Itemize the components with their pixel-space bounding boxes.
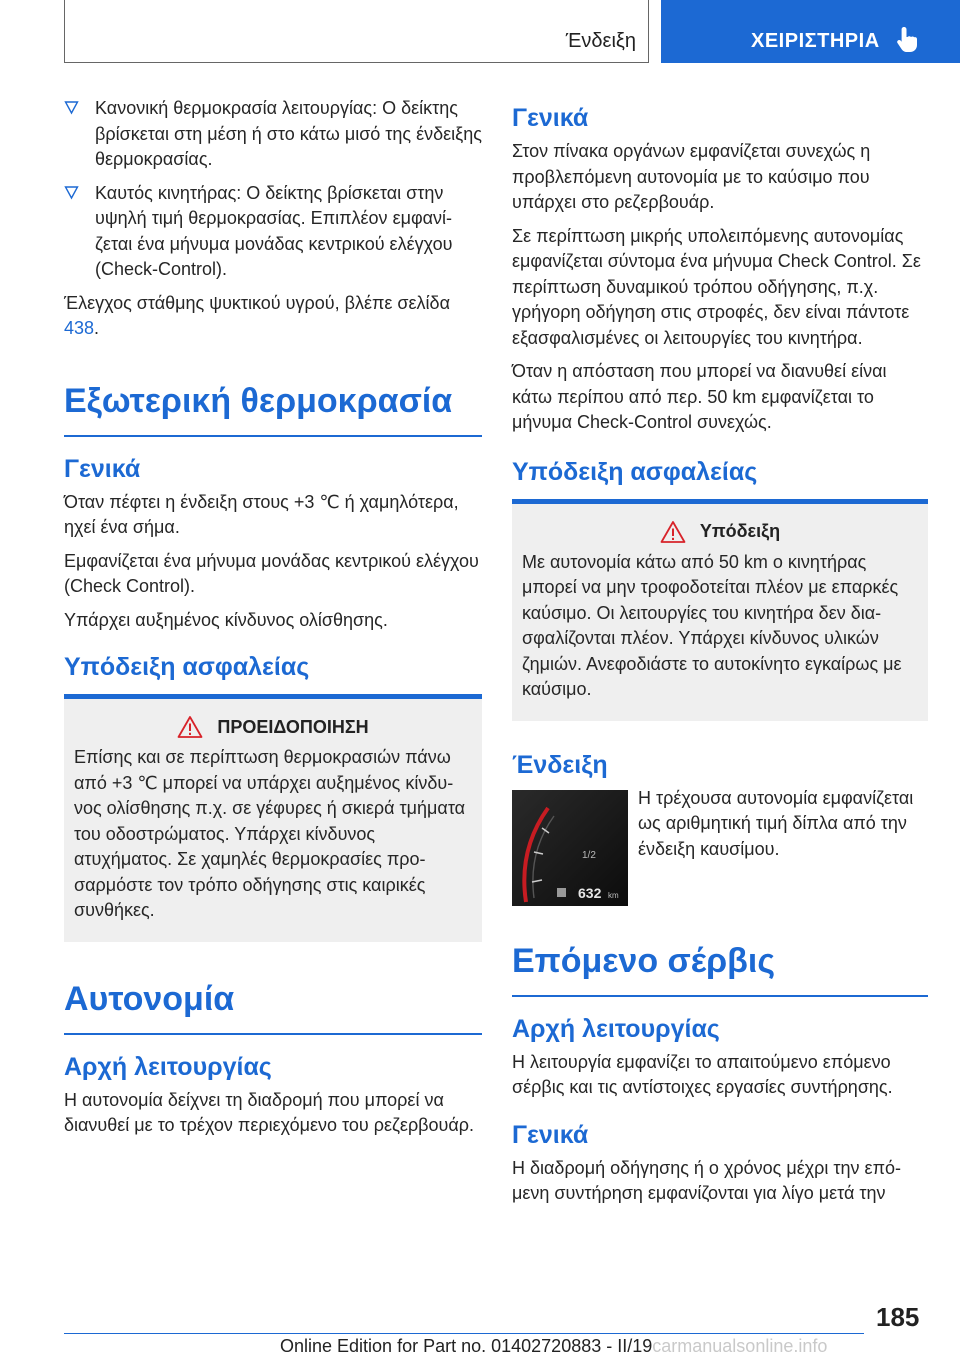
triangle-bullet-icon — [64, 185, 79, 200]
page-number: 185 — [876, 1302, 920, 1332]
header-section-title: Ένδειξη — [565, 30, 636, 52]
bullet-hot-engine-text: Καυτός κινητήρας: Ο δείκτης βρίσκεται στην υψηλή τιμή θερμοκρασίας. Επιπλέον εμφανίζεται ένα μήνυμα μονάδας κεντρικού ελέγχου (Check-Control). — [95, 182, 453, 279]
bullet-normal-temp-text: Κανονική θερμοκρασία λειτουργίας: Ο δείκτης βρίσκεται στη μέση ή στο κάτω μισό της ένδειξης θερμοκρασίας. — [95, 98, 482, 169]
coolant-reference-text: Έλεγχος στάθμης ψυκτικού υγρού, βλέπε σελίδα — [64, 292, 450, 313]
note-title: Υπόδειξη — [699, 521, 781, 541]
warning-text: Επίσης και σε περίπτωση θερμοκρασιών πάνω από +3 ℃ μπορεί να υπάρχει αυξημένος κίνδυνος ολίσθησης π.χ. σε γέφυρες ή σκιερά τμήματα του οδοστρώματος. Υπάρχει κίνδυνος ατυχήματος. Σε χαμηλές θερμοκρασίες προσαρμόστε τον τρόπο οδήγησης στις καιρικές συνθήκες. — [74, 747, 466, 920]
range-general-paragraph-3: Όταν η απόσταση που μπορεί να διανυθεί είναι κάτω περίπου από περ. 50 km εμφανίζεται το μήνυμα Check-Control συνεχώς. — [512, 361, 887, 432]
range-unit: km — [608, 890, 619, 900]
bullet-hot-engine — [64, 181, 482, 283]
heading-range: Αυτονομία — [64, 980, 482, 1035]
general-paragraph-2: Εμφανίζεται ένα μήνυμα μονάδας κεντρικού ελέγχου (Check Control). — [64, 550, 479, 596]
heading-display: Ένδειξη — [512, 750, 608, 779]
display-row — [512, 786, 928, 906]
instrument-cluster-image — [512, 790, 628, 906]
heading-general: Γενικά — [64, 454, 141, 483]
fuel-half-mark: 1/2 — [582, 849, 596, 861]
warning-triangle-icon — [660, 520, 686, 544]
display-text: Η τρέχουσα αυτονομία εμφανίζεται ως αριθμητική τιμή δίπλα από την ένδειξη καυσίμου. — [638, 787, 914, 859]
right-column — [512, 96, 928, 1215]
footer-divider — [64, 1333, 864, 1334]
heading-outside-temperature: Εξωτερική θερμοκρασία — [64, 382, 482, 437]
fuel-gauge-illustration — [512, 790, 628, 906]
note-header — [522, 520, 918, 544]
warning-header — [74, 715, 472, 739]
heading-general-service: Γενικά — [512, 1120, 589, 1149]
note-box — [512, 499, 928, 721]
general-paragraph-1: Όταν πέφτει η ένδειξη στους +3 ℃ ή χαμηλότερα, ηχεί ένα σήμα. — [64, 491, 459, 537]
heading-principle-service: Αρχή λειτουργίας — [512, 1014, 720, 1043]
footer-watermark: carmanualsonline.info — [652, 1336, 828, 1356]
range-general-paragraph-1: Στον πίνακα οργάνων εμφανίζεται συνεχώς η προβλεπόμενη αυτονομία με το καύσιμο που υπάρχει στο ρεζερβουάρ. — [512, 141, 871, 212]
heading-general-range: Γενικά — [512, 104, 589, 132]
coolant-reference-end: . — [94, 318, 100, 338]
warning-triangle-icon — [177, 715, 203, 739]
warning-box — [64, 694, 482, 942]
pointing-hand-icon — [893, 24, 923, 54]
left-column — [64, 96, 482, 1147]
bullet-normal-temp — [64, 96, 482, 173]
footer-edition: Online Edition for Part no. 01402720883 - II/19 — [280, 1336, 653, 1356]
service-principle-text: Η λειτουργία εμφανίζει το απαιτούμενο επόμενο σέρβις και τις αντίστοιχες εργασίες συντήρησης. — [512, 1051, 893, 1097]
header-section-box — [64, 0, 649, 63]
range-general-paragraph-2: Σε περίπτωση μικρής υπολειπόμενης αυτονομίας εμφανίζεται σύντομα ένα μήνυμα Check Control. Σε περίπτωση δυναμικού τρόπου οδήγησης, π.χ. γρήγορη οδήγηση στις στροφές, δεν είναι πάντοτε εξασφαλισμένες οι λειτουργίες του κινητήρα. — [512, 225, 921, 348]
heading-next-service: Επόμενο σέρβις — [512, 942, 928, 997]
heading-safety-note: Υπόδειξη ασφαλείας — [64, 653, 310, 681]
heading-safety-note-range: Υπόδειξη ασφαλείας — [512, 457, 758, 486]
note-text: Με αυτονομία κάτω από 50 km ο κινητήρας μπορεί να μην τροφοδοτείται πλέον με επαρκές καύσιμο. Οι λειτουργίες του κινητήρα δεν διασφαλίζονται πλέον. Υπάρχει κίνδυνος υλικών ζημιών. Ανεφοδιάστε το αυτοκίνητο εγκαίρως με καύσιμο. — [522, 551, 902, 699]
header-chapter-box — [661, 0, 960, 63]
service-general-text: Η διαδρομή οδήγησης ή ο χρόνος μέχρι την επόμενη συντήρηση εμφανίζονται για λίγο μετά την — [512, 1157, 901, 1203]
coolant-reference — [64, 291, 482, 342]
general-paragraph-3: Υπάρχει αυξημένος κίνδυνος ολίσθησης. — [64, 609, 388, 630]
triangle-bullet-icon — [64, 100, 79, 115]
principle-text: Η αυτονομία δείχνει τη διαδρομή που μπορεί να διανυθεί με το τρέχον περιεχόμενο του ρεζερβουάρ. — [64, 1089, 475, 1135]
warning-title: ΠΡΟΕΙΔΟΠΟΙΗΣΗ — [217, 716, 369, 737]
range-value: 632 — [578, 884, 602, 901]
coolant-page-link[interactable]: 438 — [64, 318, 95, 338]
footer-text — [280, 1336, 827, 1357]
heading-principle: Αρχή λειτουργίας — [64, 1052, 272, 1081]
header-chapter-title: ΧΕΙΡΙΣΤΗΡΙΑ — [751, 30, 880, 52]
